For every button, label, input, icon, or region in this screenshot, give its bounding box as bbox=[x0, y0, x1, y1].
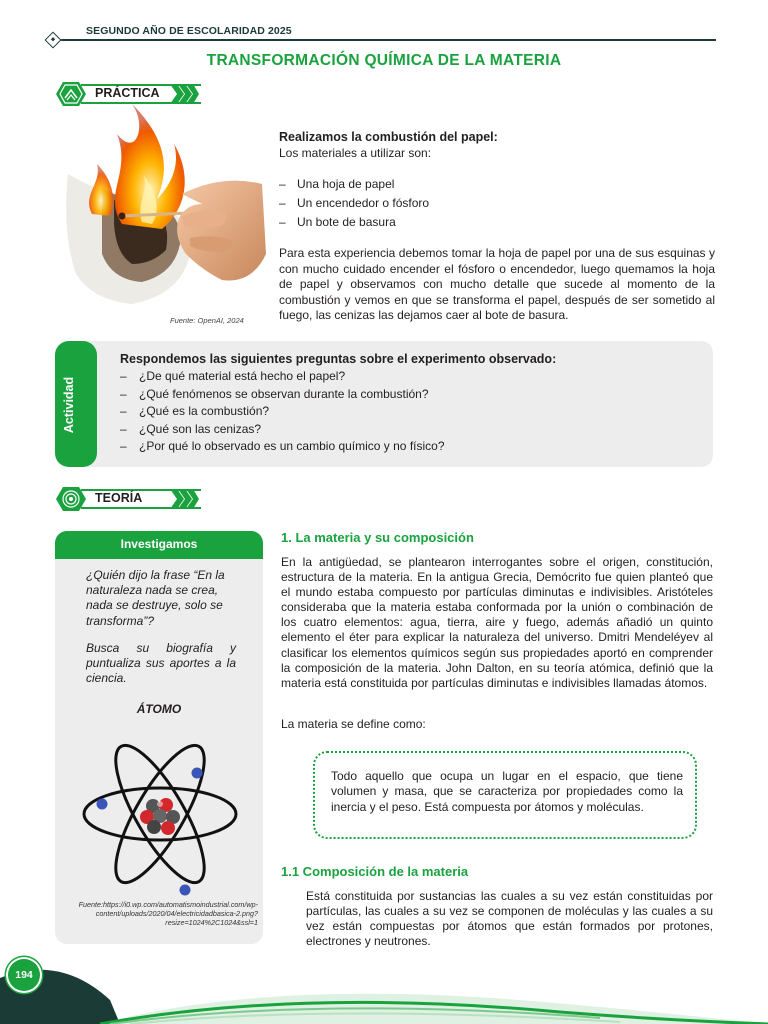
questions-list bbox=[120, 368, 700, 455]
definition-intro: La materia se define como: bbox=[281, 717, 426, 731]
burning-paper-photo bbox=[62, 104, 266, 312]
section-1-text: En la antigüedad, se plantearon interrogantes sobre el origen, constitución, estructura de la materia. En la antigua Grecia, Demócrito fue quien planteó que el mundo estaba compuesto por partículas diminutas e indivisibles. Aristóteles consideraba que la materia estaba conformada por la unión o combinación de los cuatro elementos: agua, tierra, aire y fuego, además añadió un quinto elemento el éter para explicar la naturaleza del universo. Dmitri Mendeléyev al clasificar los elementos químicos según sus propiedades aportó en comprender la composición de la materia. John Dalton, en su teoría atómica, definió que la materia está constituida por partículas diminutas e indivisibles llamadas átomos. bbox=[281, 555, 713, 690]
practica-paragraph: Para esta experiencia debemos tomar la hoja de papel por una de sus esquinas y con mucho cuidado encender el fósforo o encendedor, luego quemamos la hoja de papel y observamos con mucho detalle que sucede al momento de la combustión y vemos en que se transforma el papel, después de ser sometido al fuego, las cenizas las dejamos caer al bote de basura. bbox=[279, 246, 715, 323]
list-item: – Un encendedor o fósforo bbox=[279, 194, 715, 213]
investigamos-question: ¿Quién dijo la frase “En la naturaleza nada se crea, nada se destruye, solo se transforma”? bbox=[86, 568, 225, 628]
photo-credit: Fuente: OpenAI, 2024 bbox=[170, 316, 244, 325]
section-1-1-title: 1.1 Composición de la materia bbox=[281, 864, 469, 879]
activity-content bbox=[120, 351, 700, 455]
definition-text: Todo aquello que ocupa un lugar en el espacio, que tiene volumen y masa, que se caracteriza por propiedades como la inercia y el peso. Está compuesta por átomos y moléculas. bbox=[331, 769, 683, 814]
footer-decoration bbox=[0, 960, 768, 1024]
list-item: – ¿Por qué lo observado es un cambio químico y no físico? bbox=[120, 438, 700, 455]
chevrons-right-icon bbox=[169, 488, 199, 510]
materials-list bbox=[279, 175, 715, 232]
list-item: – ¿De qué material está hecho el papel? bbox=[120, 368, 700, 385]
activity-heading: Respondemos las siguientes preguntas sobre el experimento observado: bbox=[120, 352, 557, 366]
section-1-1-text: Está constituida por sustancias las cuales a su vez están constituidas por partículas, las cuales a su vez se componen de moléculas y las cuales a su vez están compuestas por átomos que están formados por protones, electrones y neutrones. bbox=[306, 889, 713, 949]
list-item: – ¿Qué son las cenizas? bbox=[120, 421, 700, 438]
list-item: – Una hoja de papel bbox=[279, 175, 715, 194]
page-number: 194 bbox=[8, 959, 40, 991]
header-rule bbox=[52, 39, 716, 41]
atom-title: ÁTOMO bbox=[136, 702, 182, 716]
investigamos-title: Investigamos bbox=[55, 531, 263, 559]
section-1-title: 1. La materia y su composición bbox=[281, 530, 474, 545]
investigamos-task: Busca su biografía y puntualiza sus aportes a la ciencia. bbox=[86, 641, 236, 686]
chevrons-right-icon bbox=[169, 83, 199, 105]
list-item: – ¿Qué fenómenos se observan durante la combustión? bbox=[120, 386, 700, 403]
grade-label: SEGUNDO AÑO DE ESCOLARIDAD 2025 bbox=[86, 25, 292, 37]
activity-label: Actividad bbox=[62, 376, 76, 434]
atom-credit: Fuente:https://i0.wp.com/automatismoindustrial.com/wp-content/uploads/2020/04/electricidadbasica-2.png?resize=1024%2C1024&ssl=1 bbox=[78, 900, 258, 927]
practica-subheading: Los materiales a utilizar son: bbox=[279, 145, 432, 160]
list-item: – ¿Qué es la combustión? bbox=[120, 403, 700, 420]
page-title: TRANSFORMACIÓN QUÍMICA DE LA MATERIA bbox=[206, 52, 562, 69]
list-item: – Un bote de basura bbox=[279, 213, 715, 232]
section-tag-teoria bbox=[55, 486, 200, 512]
tag-label-teoria: TEORÍA bbox=[95, 491, 143, 505]
header-diamond-icon bbox=[45, 32, 62, 49]
practica-content bbox=[279, 130, 715, 324]
spiral-emblem-icon bbox=[55, 486, 87, 512]
activity-tab-curve bbox=[83, 341, 97, 467]
tag-label-practica: PRÁCTICA bbox=[95, 86, 160, 100]
atom-diagram-icon bbox=[75, 724, 245, 900]
practica-heading: Realizamos la combustión del papel: bbox=[279, 130, 498, 144]
